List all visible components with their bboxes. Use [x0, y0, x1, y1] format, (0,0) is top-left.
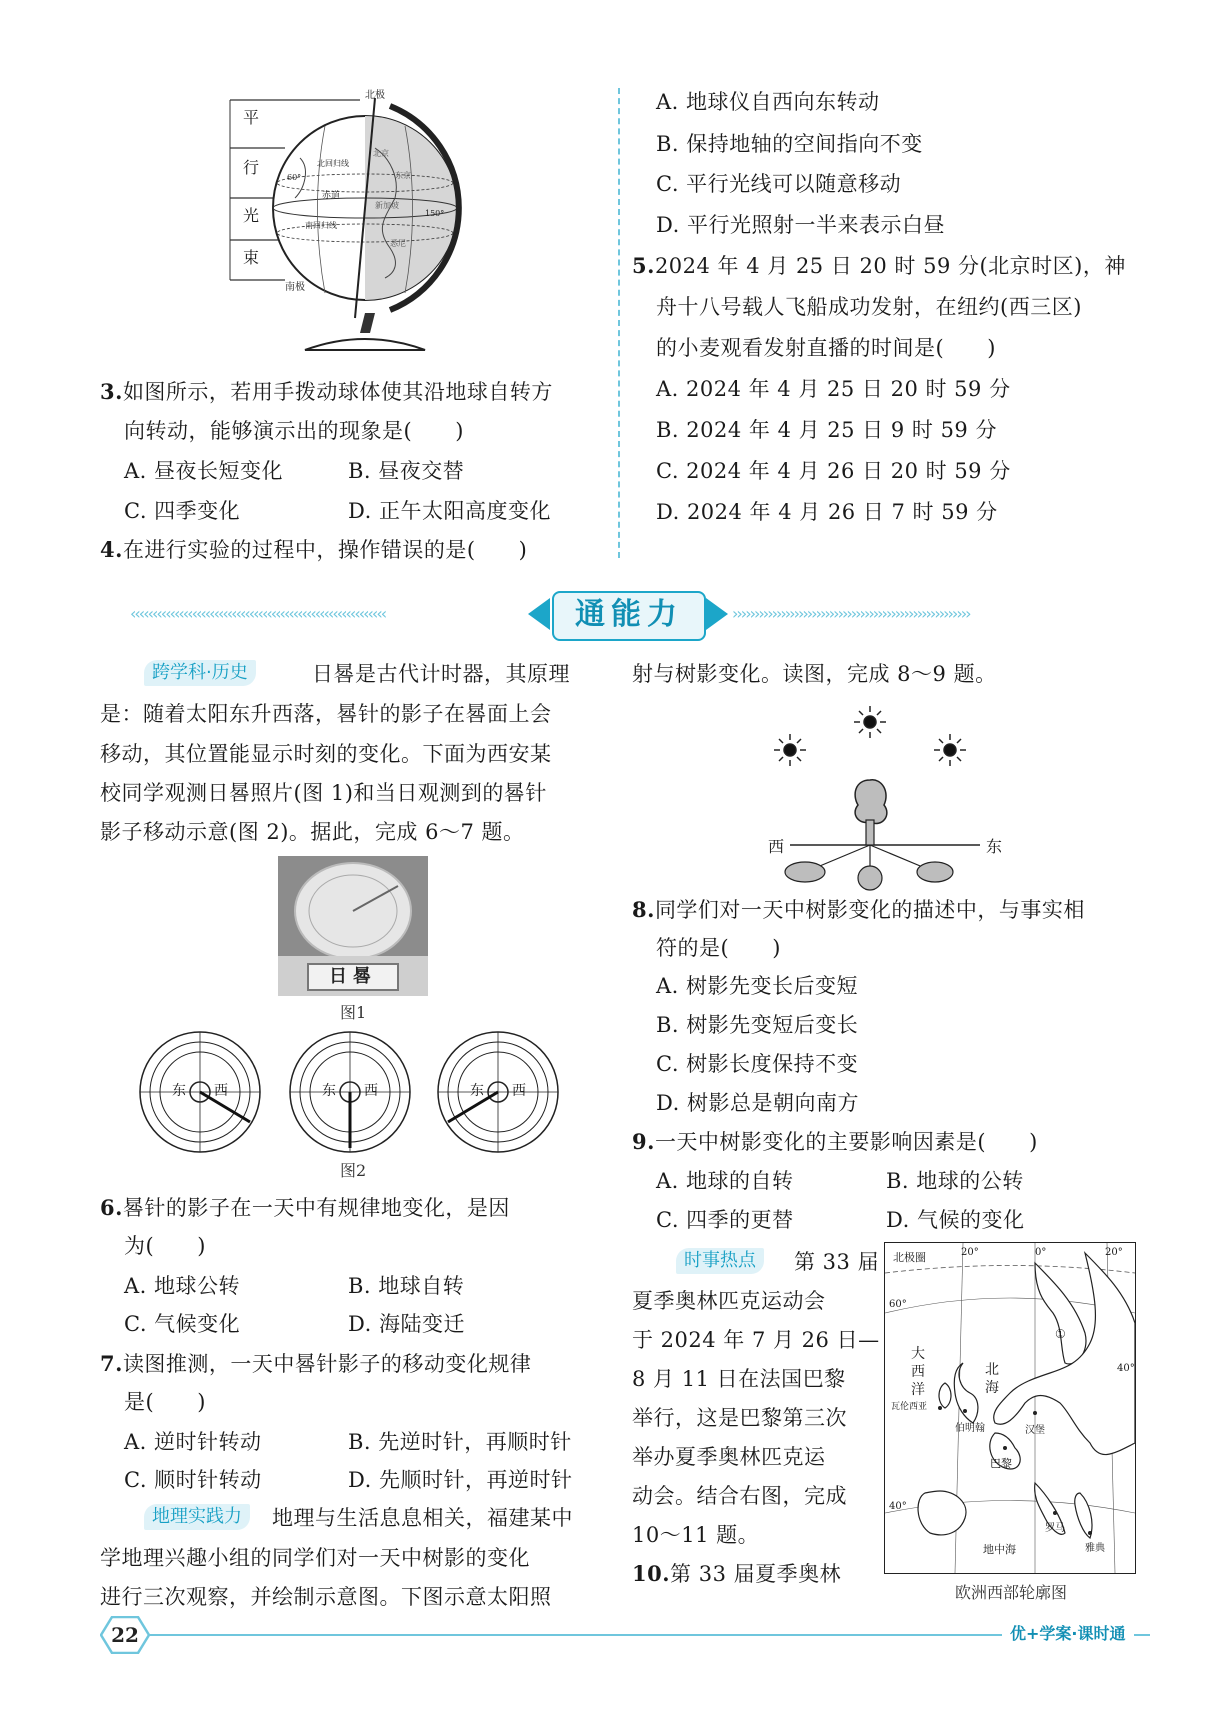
- banner-title: 通能力: [552, 591, 706, 641]
- map-label-40e-deg: 40°: [1117, 1363, 1135, 1374]
- q9-option-b[interactable]: B. 地球的公转: [886, 1169, 1024, 1193]
- intro3-line-2: 夏季奥林匹克运动会: [632, 1289, 826, 1313]
- q4-option-b[interactable]: B. 保持地轴的空间指向不变: [656, 132, 923, 156]
- q4-option-d[interactable]: D. 平行光照射一半来表示白昼: [656, 213, 945, 237]
- globe-label-sydney: 悉尼: [390, 239, 406, 248]
- banner-arrow-right-icon: [706, 598, 728, 630]
- q3-option-b[interactable]: B. 昼夜交替: [348, 459, 465, 483]
- dial2-east: 东: [322, 1083, 336, 1099]
- q4-number: 4.: [100, 537, 123, 562]
- map-label-region-1: ①: [1055, 1327, 1066, 1341]
- tag-geography-practice: 地理实践力: [144, 1504, 250, 1530]
- map-label-60-deg: 60°: [889, 1299, 907, 1310]
- banner-chevrons-left: ‹‹‹‹‹‹‹‹‹‹‹‹‹‹‹‹‹‹‹‹‹‹‹‹‹‹‹‹‹‹‹‹‹‹‹‹‹‹‹‹‹‹‹‹‹‹‹‹‹‹‹‹‹‹‹‹‹‹: [130, 604, 386, 623]
- fig1-caption: 图1: [340, 1003, 367, 1022]
- map-label-0-deg: 0°: [1035, 1247, 1047, 1258]
- q5-option-d[interactable]: D. 2024 年 4 月 26 日 7 时 59 分: [656, 500, 998, 524]
- q5-number: 5.: [632, 253, 655, 278]
- map-label-arctic-circle: 北极圈: [893, 1251, 926, 1264]
- banner-arrow-left-icon: [528, 598, 550, 630]
- light-label-3: 光: [243, 206, 260, 225]
- map-label-hamburg: 汉堡: [1025, 1425, 1045, 1436]
- q6-option-a[interactable]: A. 地球公转: [124, 1274, 241, 1298]
- globe-label-equator: 赤道: [322, 191, 341, 201]
- globe-label-beijing: 北京: [373, 149, 389, 158]
- globe-south-label: 南极: [285, 282, 305, 293]
- q6-number: 6.: [100, 1195, 123, 1220]
- map-label-mediterranean: 地中海: [983, 1543, 1016, 1556]
- map-label-40-deg: 40°: [889, 1501, 907, 1512]
- map-label-north-sea-1: 北: [985, 1362, 999, 1378]
- sundial-photo: [278, 856, 428, 996]
- column-divider: [618, 88, 620, 558]
- q5-option-c[interactable]: C. 2024 年 4 月 26 日 20 时 59 分: [656, 459, 1011, 483]
- tree-fig-east: 东: [986, 837, 1003, 856]
- q3-option-c[interactable]: C. 四季变化: [124, 499, 241, 523]
- q8-number: 8.: [632, 897, 655, 922]
- q9-line: 9.一天中树影变化的主要影响因素是( ): [632, 1129, 1038, 1154]
- globe-label-tokyo: 东京: [395, 171, 411, 180]
- dial3-west: 西: [512, 1083, 526, 1099]
- sundial-diagram-3: [436, 1030, 560, 1154]
- globe-label-singapore: 新加坡: [375, 201, 399, 210]
- tree-fig-west: 西: [768, 837, 785, 856]
- europe-map: [884, 1242, 1136, 1574]
- q6-option-b[interactable]: B. 地球自转: [348, 1274, 465, 1298]
- light-label-4: 束: [243, 248, 260, 267]
- map-label-atlantic-3: 洋: [911, 1382, 925, 1398]
- q8-option-d[interactable]: D. 树影总是朝向南方: [656, 1091, 859, 1115]
- map-label-20w-deg: 20°: [961, 1247, 979, 1258]
- q6-line-2: 为( ): [124, 1234, 206, 1258]
- map-caption: 欧洲西部轮廓图: [955, 1583, 1068, 1602]
- globe-north-label: 北极: [365, 90, 385, 101]
- tag-interdisciplinary-history: 跨学科·历史: [144, 660, 256, 686]
- q9-number: 9.: [632, 1129, 655, 1154]
- q8-line-2: 符的是( ): [656, 936, 781, 960]
- q4-option-c[interactable]: C. 平行光线可以随意移动: [656, 172, 902, 196]
- dial3-east: 东: [470, 1083, 484, 1099]
- page-number: 22: [111, 1623, 139, 1647]
- banner-chevrons-right: ››››››››››››››››››››››››››››››››››››››››››››››››››››››: [732, 604, 970, 623]
- q6-option-c[interactable]: C. 气候变化: [124, 1312, 241, 1336]
- q8-option-a[interactable]: A. 树影先变长后变短: [656, 974, 859, 998]
- intro1-line-4: 校同学观测日晷照片(图 1)和当日观测到的晷针: [100, 781, 547, 805]
- map-label-paris: 巴黎: [990, 1457, 1012, 1470]
- q3-option-d[interactable]: D. 正午太阳高度变化: [348, 499, 551, 523]
- q10-line: 10.第 33 届夏季奥林: [632, 1561, 842, 1586]
- intro3-line-3: 于 2024 年 7 月 26 日—: [632, 1328, 880, 1352]
- q4-option-a[interactable]: A. 地球仪自西向东转动: [656, 90, 880, 114]
- dial1-east: 东: [172, 1083, 186, 1099]
- sundial-diagram-1: [138, 1030, 262, 1154]
- q3-line-1: 3.如图所示，若用手拨动球体使其沿地球自转方: [100, 379, 553, 404]
- q6-option-d[interactable]: D. 海陆变迁: [348, 1312, 465, 1336]
- map-label-atlantic-2: 西: [911, 1364, 925, 1380]
- map-label-rome: 罗马: [1045, 1523, 1065, 1534]
- intro1-line-1: 日晷是古代计时器，其原理: [312, 662, 570, 686]
- q7-line-2: 是( ): [124, 1390, 206, 1414]
- intro1-line-2: 是：随着太阳东升西落，晷针的影子在晷面上会: [100, 702, 552, 726]
- intro3-line-6: 举办夏季奥林匹克运: [632, 1445, 826, 1469]
- light-label-2: 行: [243, 158, 260, 177]
- brand-logo: 优+学案·课时通: [1002, 1622, 1134, 1646]
- light-label-1: 平: [243, 108, 260, 127]
- q8-line-1: 8.同学们对一天中树影变化的描述中，与事实相: [632, 897, 1085, 922]
- q7-line-1: 7.读图推测，一天中晷针影子的移动变化规律: [100, 1351, 532, 1376]
- intro1-line-5: 影子移动示意(图 2)。据此，完成 6～7 题。: [100, 820, 525, 844]
- map-label-atlantic-1: 大: [911, 1346, 925, 1362]
- intro3-line-1: 第 33 届: [794, 1250, 880, 1274]
- q9-option-c[interactable]: C. 四季的更替: [656, 1208, 794, 1232]
- q7-option-d[interactable]: D. 先顺时针，再逆时针: [348, 1468, 573, 1492]
- q3-line-2: 向转动，能够演示出的现象是( ): [124, 419, 464, 443]
- q5-option-a[interactable]: A. 2024 年 4 月 25 日 20 时 59 分: [656, 377, 1011, 401]
- q9-option-d[interactable]: D. 气候的变化: [886, 1208, 1025, 1232]
- globe-label-tropic-s: 南回归线: [305, 221, 337, 230]
- q7-number: 7.: [100, 1351, 123, 1376]
- sundial-plaque-label: 日晷: [329, 966, 377, 987]
- tag-current-events: 时事热点: [676, 1248, 764, 1274]
- globe-figure: [225, 88, 485, 358]
- globe-label-60: 60°: [287, 173, 302, 182]
- map-label-20e-deg: 20°: [1105, 1247, 1123, 1258]
- q3-number: 3.: [100, 379, 123, 404]
- dial1-west: 西: [214, 1083, 228, 1099]
- footer-rule: [150, 1634, 1150, 1636]
- q8-option-c[interactable]: C. 树影长度保持不变: [656, 1052, 859, 1076]
- q4-line: 4.在进行实验的过程中，操作错误的是( ): [100, 537, 528, 562]
- fig2-caption: 图2: [340, 1161, 367, 1180]
- intro2-line-1: 地理与生活息息相关，福建某中: [272, 1506, 573, 1530]
- q9-option-a[interactable]: A. 地球的自转: [656, 1169, 794, 1193]
- intro2-line-4: 射与树影变化。读图，完成 8～9 题。: [632, 662, 997, 686]
- q7-option-c[interactable]: C. 顺时针转动: [124, 1468, 262, 1492]
- q7-option-b[interactable]: B. 先逆时针，再顺时针: [348, 1430, 572, 1454]
- intro3-line-8: 10～11 题。: [632, 1523, 760, 1547]
- q5-line-2: 舟十八号载人飞船成功发射，在纽约(西三区): [656, 295, 1082, 319]
- sundial-diagram-2: [288, 1030, 412, 1154]
- q8-option-b[interactable]: B. 树影先变短后变长: [656, 1013, 859, 1037]
- intro3-line-4: 8 月 11 日在法国巴黎: [632, 1367, 846, 1391]
- intro1-line-3: 移动，其位置能显示时刻的变化。下面为西安某: [100, 742, 552, 766]
- q3-option-a[interactable]: A. 昼夜长短变化: [124, 459, 284, 483]
- map-label-athens: 雅典: [1085, 1543, 1105, 1554]
- intro3-line-5: 举行，这是巴黎第三次: [632, 1406, 847, 1430]
- intro2-line-2: 学地理兴趣小组的同学们对一天中树影的变化: [100, 1546, 530, 1570]
- intro3-line-7: 动会。结合右图，完成: [632, 1484, 847, 1508]
- dial2-west: 西: [364, 1083, 378, 1099]
- page-number-badge: [100, 1616, 150, 1654]
- globe-label-tropic-n: 北回归线: [317, 159, 349, 168]
- map-label-valencia: 瓦伦西亚: [891, 1402, 928, 1412]
- q6-line-1: 6.晷针的影子在一天中有规律地变化，是因: [100, 1195, 510, 1220]
- map-label-birmingham: 伯明翰: [955, 1423, 985, 1434]
- intro2-line-3: 进行三次观察，并绘制示意图。下图示意太阳照: [100, 1585, 552, 1609]
- q5-line-1: 5.2024 年 4 月 25 日 20 时 59 分(北京时区)，神: [632, 253, 1126, 278]
- map-label-north-sea-2: 海: [985, 1380, 999, 1396]
- q5-line-3: 的小麦观看发射直播的时间是( ): [656, 336, 996, 360]
- q10-number: 10.: [632, 1561, 671, 1586]
- q7-option-a[interactable]: A. 逆时针转动: [124, 1430, 262, 1454]
- globe-label-150: 150°: [425, 209, 445, 218]
- q5-option-b[interactable]: B. 2024 年 4 月 25 日 9 时 59 分: [656, 418, 997, 442]
